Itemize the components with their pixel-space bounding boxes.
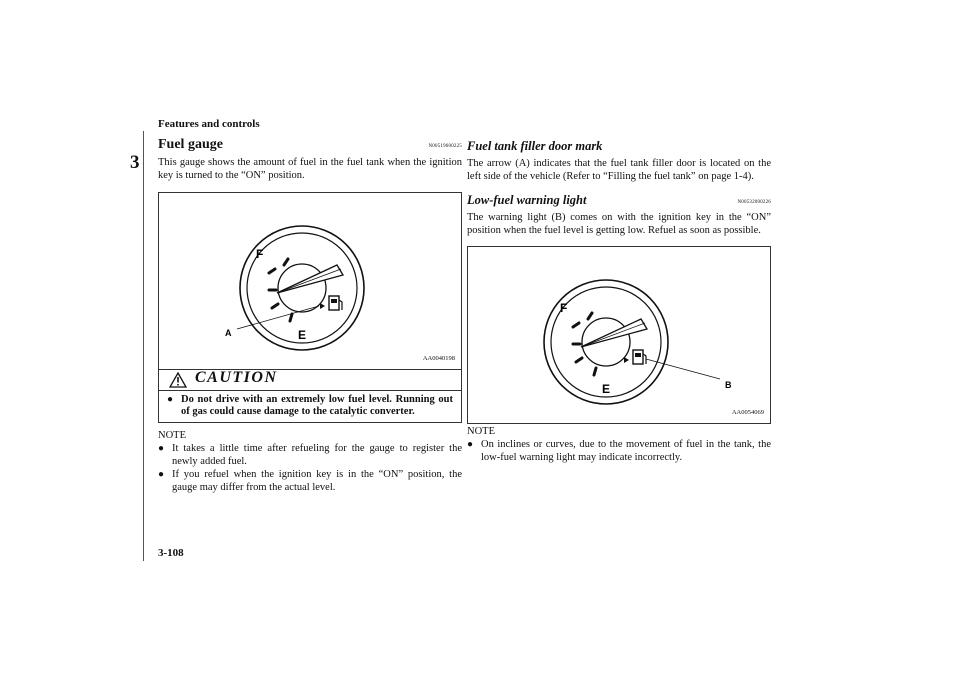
page-number: 3-108 bbox=[158, 547, 184, 559]
figure-id: AA0040198 bbox=[422, 355, 455, 362]
left-column bbox=[158, 138, 462, 494]
caution-text: Do not drive with an extremely low fuel level. Running out of gas could cause damage to the catalytic converter. bbox=[181, 394, 453, 417]
bullet-icon: ● bbox=[158, 469, 165, 480]
gauge-empty-label: E bbox=[602, 382, 611, 396]
section-title-low-fuel bbox=[467, 194, 771, 211]
callout-label-b: B bbox=[725, 380, 732, 390]
low-fuel-gauge-illustration bbox=[468, 247, 770, 423]
title-text: Fuel tank filler door mark bbox=[467, 139, 603, 153]
section-title-filler-door bbox=[467, 140, 771, 157]
low-fuel-figure bbox=[467, 246, 771, 424]
note-item bbox=[158, 442, 462, 468]
caution-title: CAUTION bbox=[195, 369, 278, 386]
fuel-gauge-intro: This gauge shows the amount of fuel in the fuel tank when the ignition key is turned to the “ON” position. bbox=[158, 157, 462, 181]
gauge-full-label: F bbox=[256, 247, 264, 261]
callout-label-a: A bbox=[225, 328, 232, 338]
title-text: Fuel gauge bbox=[158, 137, 223, 152]
section-code: N00532000226 bbox=[737, 200, 771, 205]
warning-triangle-icon bbox=[169, 372, 187, 388]
title-text: Low-fuel warning light bbox=[467, 193, 587, 207]
note-label: NOTE bbox=[467, 426, 495, 437]
bullet-icon: ● bbox=[158, 443, 165, 454]
low-fuel-text: The warning light (B) comes on with the ignition key in the “ON” position when the fuel level is getting low. Refuel as soon as possible. bbox=[467, 212, 771, 236]
caution-box bbox=[158, 369, 462, 423]
gauge-full-label: F bbox=[560, 301, 568, 315]
right-column bbox=[467, 140, 771, 464]
figure-id: AA0054069 bbox=[731, 409, 764, 416]
note-text: It takes a little time after refueling for the gauge to register the newly added fuel. bbox=[172, 443, 462, 467]
chapter-tab-number: 3 bbox=[130, 152, 140, 173]
section-title-fuel-gauge bbox=[158, 138, 462, 155]
fuel-gauge-illustration bbox=[159, 193, 461, 369]
fuel-gauge-figure bbox=[158, 192, 462, 370]
chapter-tab-divider bbox=[143, 131, 144, 561]
bullet-icon: ● bbox=[167, 394, 174, 405]
caution-body bbox=[159, 391, 461, 422]
bullet-icon: ● bbox=[467, 439, 474, 450]
note-text: If you refuel when the ignition key is in the “ON” position, the gauge may differ from the actual level. bbox=[172, 469, 462, 493]
note-item bbox=[158, 468, 462, 494]
gauge-empty-label: E bbox=[298, 328, 307, 342]
note-item bbox=[467, 438, 771, 464]
note-label: NOTE bbox=[158, 430, 186, 441]
note-text: On inclines or curves, due to the movement of fuel in the tank, the low-fuel warning light may indicate incorrectly. bbox=[481, 439, 771, 463]
running-header: Features and controls bbox=[158, 118, 260, 130]
filler-door-text: The arrow (A) indicates that the fuel tank filler door is located on the left side of the vehicle (Refer to “Filling the fuel tank” on page 1-4). bbox=[467, 158, 771, 182]
section-code: N00519600225 bbox=[428, 144, 462, 149]
caution-header bbox=[159, 370, 461, 391]
